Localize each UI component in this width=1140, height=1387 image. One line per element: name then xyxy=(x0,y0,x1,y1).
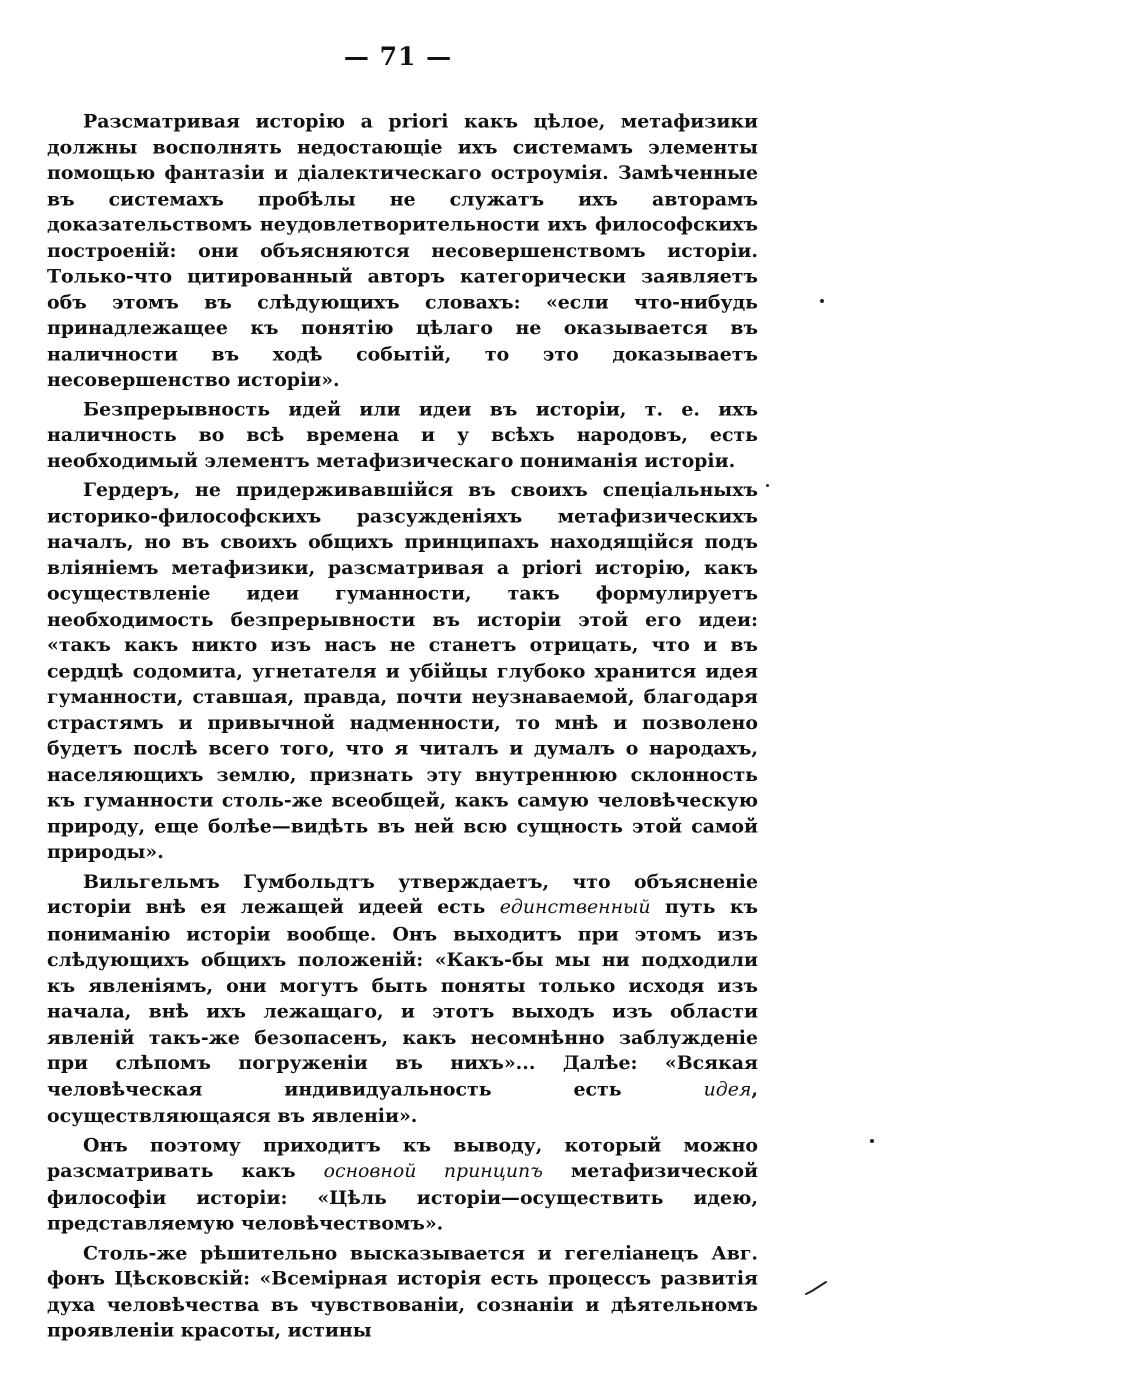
paragraph-5-text-b: метафизической философіи исторіи: «Цѣль исторіи—осуществить идею, представляемую человѣчествомъ». xyxy=(47,1159,759,1234)
paragraph-6 xyxy=(47,1240,758,1343)
paragraph-5-italic: основной принципъ xyxy=(323,1160,543,1182)
page-number: — 71 — xyxy=(343,42,453,71)
paragraph-2-text: Безпрерывность идей или идеи въ исторіи, т. е. ихъ наличность во всѣ времена и у всѣхъ народовъ, есть необходимый элементъ метафизическаго пониманія исторіи. xyxy=(47,397,758,472)
text-block xyxy=(47,108,758,1347)
paragraph-4-text-b: путь къ пониманію исторіи вообще. Онъ выходитъ при этомъ изъ слѣдующихъ общихъ положеній: «Какъ-бы мы ни подходили къ явленіямъ, они могутъ быть поняты только исходя изъ начала, внѣ ихъ лежащаго, и этотъ выходъ изъ области явленій такъ-же безопасенъ, какъ несомнѣнно заблужденіе при слѣпомъ погруженіи въ нихъ»... Далѣе: «Всякая человѣческая индивидуальность есть xyxy=(47,895,758,1100)
margin-dot-mark xyxy=(870,1139,874,1143)
paragraph-2 xyxy=(47,396,758,474)
margin-dot-mark xyxy=(820,299,824,303)
paragraph-1-text: Разсматривая исторію a priori какъ цѣлое, метафизики должны восполнять недостающіе ихъ системамъ элементы помощью фантазіи и діалектическаго остроумія. Замѣченные въ системахъ пробѣлы не служатъ ихъ авторамъ доказательствомъ неудовлетворительности ихъ философскихъ построеній: они объясняются несовершенствомъ исторіи. Только-что цитированный авторъ категорически заявляетъ объ этомъ въ слѣдующихъ словахъ: «если что-нибудь принадлежащее къ понятію цѣлаго не оказывается въ наличности въ ходѣ событій, то это доказываетъ несовершенство исторіи». xyxy=(47,109,758,391)
margin-dot-mark xyxy=(766,484,769,487)
paragraph-4-text-a: Вильгельмъ Гумбольдтъ утверждаетъ, что объясненіе исторіи внѣ ея лежащей идеей есть xyxy=(47,869,758,918)
paragraph-4-text-c: , осуществляющаяся въ явленіи». xyxy=(47,1077,758,1127)
pen-stroke-mark xyxy=(804,1280,828,1296)
paragraph-3-text: Гердеръ, не придерживавшійся въ своихъ спеціальныхъ историко-философскихъ разсужденіяхъ метафизическихъ началъ, но въ своихъ общихъ принципахъ находящійся подъ вліяніемъ метафизики, разсматривая a priori исторію, какъ осуществленіе идеи гуманности, такъ формулируетъ необходимость безпрерывности въ исторіи этой его идеи: «такъ какъ никто изъ насъ не станетъ отрицать, что и въ сердцѣ содомита, угнетателя и убійцы глубоко хранится идея гуманности, ставшая, правда, почти неузнаваемой, благодаря страстямъ и привычной надменности, то мнѣ и позволено будетъ послѣ всего того, что я читалъ и думалъ о народахъ, населяющихъ землю, признать эту внутреннюю склонность къ гуманности столь-же всеобщей, какъ самую человѣческую природу, еще болѣе—видѣть въ ней всю сущность этой самой природы». xyxy=(47,478,758,863)
paragraph-1 xyxy=(47,108,758,392)
paragraph-6-text: Столь-же рѣшительно высказывается и гегеліанецъ Авг. фонъ Цѣсковскій: «Всемірная исторія есть процессъ развитія духа человѣчества въ чувствованіи, сознаніи и дѣятельномъ проявленіи красоты, истины xyxy=(47,1241,758,1341)
paragraph-5-text-a: Онъ поэтому приходитъ къ выводу, который можно разсматривать какъ xyxy=(47,1133,758,1182)
paragraph-4-italic-b: идея xyxy=(703,1078,752,1100)
paragraph-4-italic-a: единственный xyxy=(499,896,651,918)
paragraph-4 xyxy=(47,868,758,1128)
paragraph-5 xyxy=(47,1132,758,1236)
paragraph-3 xyxy=(47,477,758,865)
